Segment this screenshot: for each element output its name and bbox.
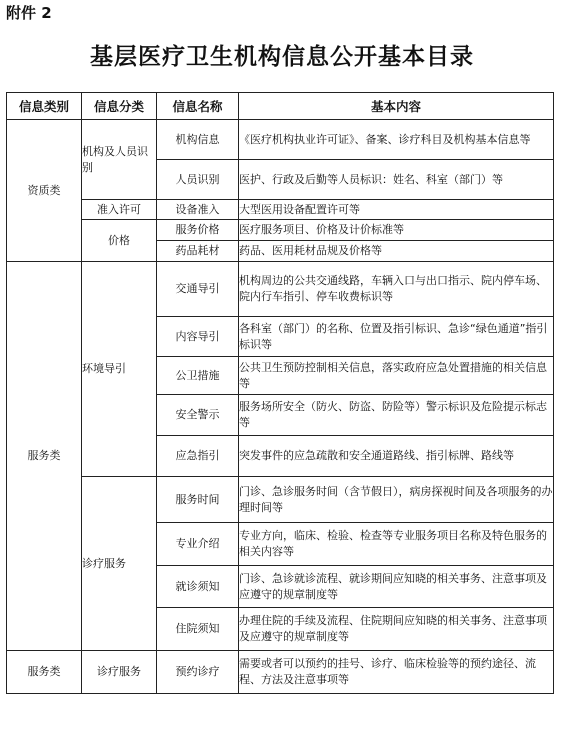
item-content: 办理住院的手续及流程、住院期间应知晓的相关事务、注意事项及应遵守的规章制度等 xyxy=(239,608,554,651)
table-row xyxy=(7,262,554,317)
header-classification: 信息分类 xyxy=(82,93,157,120)
item-name: 药品耗材 xyxy=(157,241,239,262)
attachment-label: 附件 2 xyxy=(6,4,52,22)
item-name: 住院须知 xyxy=(157,608,239,651)
item-content: 医疗服务项目、价格及计价标准等 xyxy=(239,220,554,241)
item-name: 应急指引 xyxy=(157,436,239,477)
table-row xyxy=(7,200,554,220)
classification-cell: 机构及人员识别 xyxy=(82,120,157,200)
classification-cell: 准入许可 xyxy=(82,200,157,220)
item-content: 公共卫生预防控制相关信息，落实政府应急处置措施的相关信息等 xyxy=(239,357,554,395)
item-name: 机构信息 xyxy=(157,120,239,160)
classification-cell: 价格 xyxy=(82,220,157,262)
item-content: 服务场所安全（防火、防盗、防险等）警示标识及危险提示标志等 xyxy=(239,395,554,436)
item-content: 《医疗机构执业许可证》、备案、诊疗科目及机构基本信息等 xyxy=(239,120,554,160)
item-content: 药品、医用耗材品规及价格等 xyxy=(239,241,554,262)
item-content: 专业方向，临床、检验、检查等专业服务项目名称及特色服务的相关内容等 xyxy=(239,523,554,566)
table-row xyxy=(7,651,554,694)
category-cell: 服务类 xyxy=(7,262,82,651)
table-row xyxy=(7,220,554,241)
classification-cell: 诊疗服务 xyxy=(82,477,157,651)
table-row xyxy=(7,477,554,523)
item-name: 公卫措施 xyxy=(157,357,239,395)
catalog-table xyxy=(6,92,554,694)
item-content: 各科室（部门）的名称、位置及指引标识、急诊“绿色通道”指引标识等 xyxy=(239,317,554,357)
item-name: 设备准入 xyxy=(157,200,239,220)
item-content: 门诊、急诊服务时间（含节假日），病房探视时间及各项服务的办理时间等 xyxy=(239,477,554,523)
item-content: 突发事件的应急疏散和安全通道路线、指引标牌、路线等 xyxy=(239,436,554,477)
item-content: 机构周边的公共交通线路，车辆入口与出口指示、院内停车场、院内行车指引、停车收费标识等 xyxy=(239,262,554,317)
header-content: 基本内容 xyxy=(239,93,554,120)
category-cell: 资质类 xyxy=(7,120,82,262)
header-category: 信息类别 xyxy=(7,93,82,120)
item-content: 需要或者可以预约的挂号、诊疗、临床检验等的预约途径、流程、方法及注意事项等 xyxy=(239,651,554,694)
item-name: 服务价格 xyxy=(157,220,239,241)
item-name: 预约诊疗 xyxy=(157,651,239,694)
item-name: 交通导引 xyxy=(157,262,239,317)
item-name: 服务时间 xyxy=(157,477,239,523)
item-name: 专业介绍 xyxy=(157,523,239,566)
item-content: 门诊、急诊就诊流程、就诊期间应知晓的相关事务、注意事项及应遵守的规章制度等 xyxy=(239,566,554,608)
item-name: 安全警示 xyxy=(157,395,239,436)
table-row xyxy=(7,120,554,160)
item-name: 就诊须知 xyxy=(157,566,239,608)
classification-cell: 诊疗服务 xyxy=(82,651,157,694)
classification-cell: 环境导引 xyxy=(82,262,157,477)
item-content: 医护、行政及后勤等人员标识：姓名、科室（部门）等 xyxy=(239,160,554,200)
item-name: 内容导引 xyxy=(157,317,239,357)
item-name: 人员识别 xyxy=(157,160,239,200)
category-cell: 服务类 xyxy=(7,651,82,694)
page-title: 基层医疗卫生机构信息公开基本目录 xyxy=(90,43,474,70)
header-row xyxy=(7,93,554,120)
item-content: 大型医用设备配置许可等 xyxy=(239,200,554,220)
header-name: 信息名称 xyxy=(157,93,239,120)
